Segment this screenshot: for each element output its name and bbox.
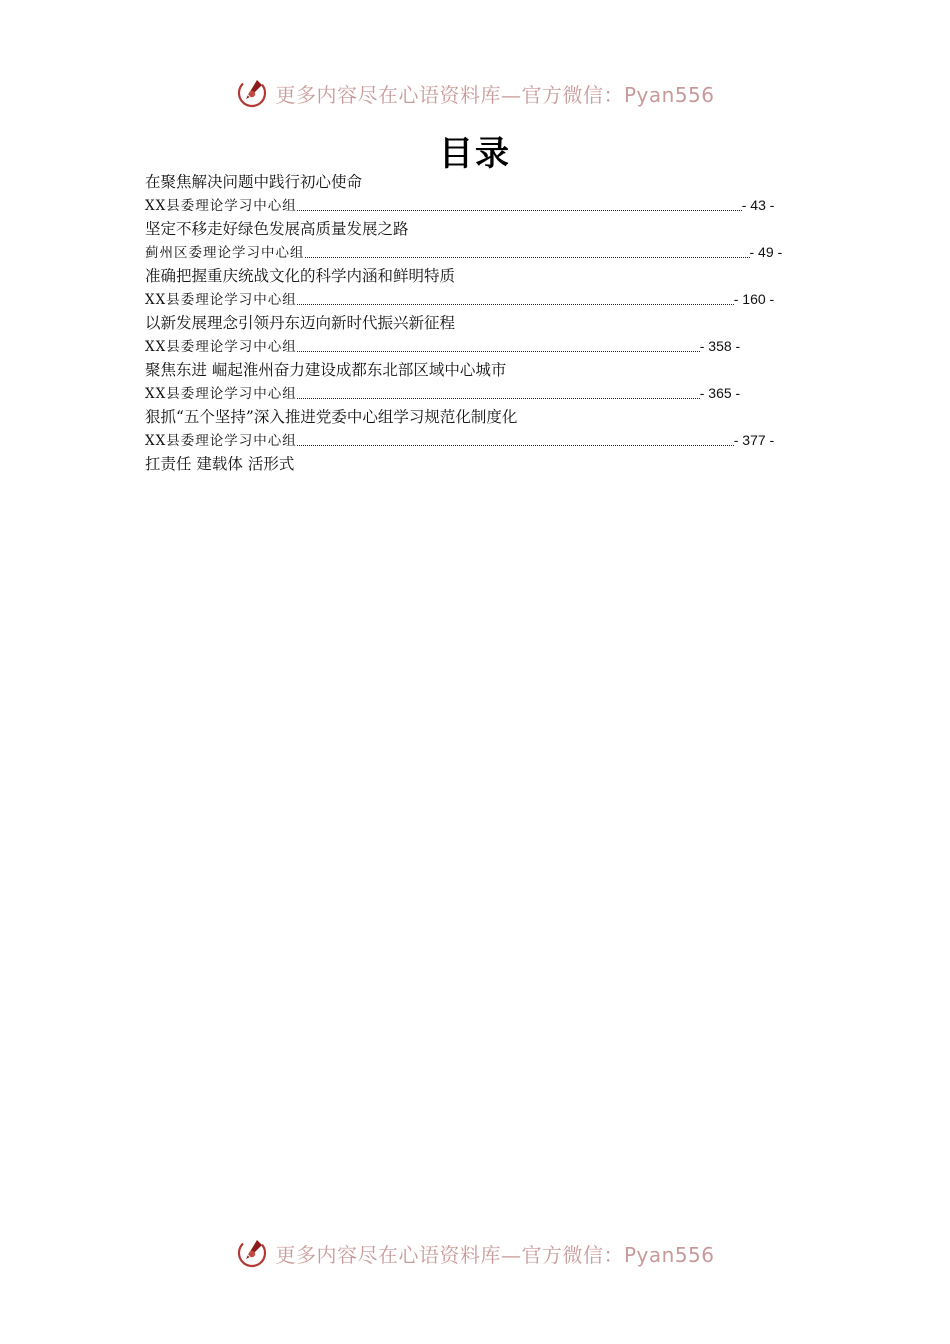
toc-entry-author: XX县委理论学习中心组 (145, 433, 297, 449)
toc-entry-title[interactable]: 狠抓“五个坚持”深入推进党委中心组学习规范化制度化 (145, 408, 518, 426)
toc-entry-title[interactable]: 在聚焦解决问题中践行初心使命 (145, 173, 363, 191)
toc-entry-line[interactable] (145, 194, 825, 217)
toc-dot-leader (297, 445, 734, 446)
toc-entry-line[interactable] (145, 429, 825, 452)
toc-entry-page-number: - 160 - (733, 291, 775, 307)
toc-entry-page-number: - 49 - (749, 244, 783, 260)
toc-entry-line[interactable] (145, 288, 825, 311)
toc-entry-line[interactable] (145, 241, 825, 264)
toc-entry-page-number: - 43 - (741, 197, 775, 213)
toc-dot-leader (297, 351, 700, 352)
toc-entry-author: XX县委理论学习中心组 (145, 292, 297, 308)
pen-nib-logo-icon (235, 1236, 269, 1270)
toc-entry-page-number: - 377 - (733, 432, 775, 448)
footer-banner-id: Pyan556 (623, 1242, 715, 1267)
document-title: 目录 (439, 134, 511, 174)
toc-entry-author: XX县委理论学习中心组 (145, 198, 297, 214)
toc-dot-leader (297, 398, 700, 399)
toc-entry-page-number: - 358 - (699, 338, 741, 354)
toc-entry-title[interactable]: 以新发展理念引领丹东迈向新时代振兴新征程 (145, 314, 456, 332)
table-of-contents (145, 170, 825, 476)
toc-entry-page-number: - 365 - (699, 385, 741, 401)
toc-entry-title[interactable]: 准确把握重庆统战文化的科学内涵和鲜明特质 (145, 267, 456, 285)
toc-dot-leader (305, 257, 750, 258)
toc-dot-leader (297, 304, 734, 305)
header-banner (0, 73, 950, 113)
footer-banner (0, 1233, 950, 1273)
toc-dot-leader (297, 210, 742, 211)
toc-entry-line[interactable] (145, 382, 825, 405)
toc-entry-title[interactable]: 聚焦东进 崛起淮州奋力建设成都东北部区域中心城市 (145, 361, 507, 379)
toc-entry-author: XX县委理论学习中心组 (145, 386, 297, 402)
toc-entry-line[interactable] (145, 335, 825, 358)
pen-nib-logo-icon (235, 76, 269, 110)
toc-entry-title[interactable]: 坚定不移走好绿色发展高质量发展之路 (145, 220, 409, 238)
toc-trailing-title[interactable]: 扛责任 建载体 活形式 (145, 455, 295, 473)
header-banner-text: 更多内容尽在心语资料库—官方微信：Pyan556 (275, 82, 715, 107)
toc-entry-author: 蓟州区委理论学习中心组 (145, 245, 305, 261)
toc-entry-author: XX县委理论学习中心组 (145, 339, 297, 355)
header-banner-id: Pyan556 (623, 82, 715, 107)
footer-banner-text: 更多内容尽在心语资料库—官方微信：Pyan556 (275, 1242, 715, 1267)
